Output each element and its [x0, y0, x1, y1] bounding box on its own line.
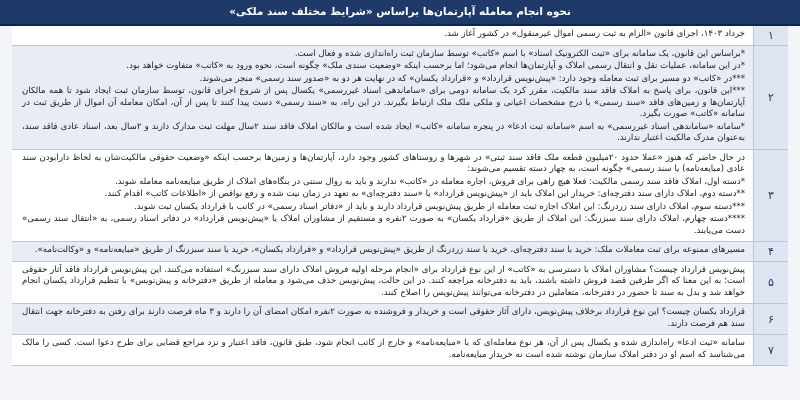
row-paragraph: پیش‌نویس قرارداد چیست؟ مشاوران املاک با دسترسی به «کاتب» از این نوع قرارداد برای «انجام مرحله اولیه فروش املاک دارای سند سبزرنگ» استفاده می‌کنند. این پیش‌نویس قرارداد فاقد آثار حقوقی است؛ به این معنا که اگر طرفین قصد فروش داشته باشند، باید به دفترخانه مراجعه کنند. در این حالت، پیش‌نویس حذف می‌شود و معامله از طریق «دفترخانه و پیش‌نویس» با تنظیم قرارداد یکسان انجام خواهد شد و بدل به سند تا حضور در دفترخانه، متعاملین در دفترخانه می‌توانند پیش‌نویس را اصلاح کنند. [22, 264, 745, 298]
row-number: ۵ [753, 262, 788, 304]
row-text [12, 262, 753, 304]
table-row [12, 335, 788, 366]
row-text [12, 304, 753, 334]
row-paragraph: سامانه «ثبت ادعا» راه‌اندازی شده و یکسال پس از آن، هر نوع معامله‌ای که با «مبایعه‌نامه» و خارج از کاتب انجام شود، طبق قانون، فاقد اعتبار و نزد مراجع قضایی برای طرح دعوا است. کسی را مالک می‌شناسد که اسم او در دفتر املاک سازمان نوشته شده است نه خریدار مبایعه‌نامه. [22, 338, 745, 360]
row-text [12, 242, 753, 261]
row-paragraph: ****دسته چهارم، املاک دارای سند سبزرنگ: این املاک از طریق «قرارداد یکسان» به صورت ۲نفره و مستقیم از مشاوران املاک یا «پیش‌نویس قرارداد» در دفاتر اسناد رسمی، به «انتقال سند رسمی» دست می‌یابند. [22, 214, 745, 236]
row-number: ۲ [753, 46, 788, 149]
row-text [12, 335, 753, 365]
row-paragraph: ***این قانون، برای پاسخ به املاک فاقد سند مالکیت، مقرر کرد یک سامانه دومی برای «ساماندهی اسناد غیررسمی» یکسال پس از شروع اجرای قانون، توسط سازمان ثبت ایجاد شود تا همه مالکان آپارتمان‌ها و زمین‌های فاقد «سند رسمی» با درج مشخصات اعیانی و ملکی ملک ملک ارتباط بگیرند. در این راه، به «سند رسمی» دست پیدا کنند تا پس از آن، امکان معامله آن اموال از طریق ثبت در سامانه «کاتب» صورت بگیرد. [22, 86, 745, 119]
row-number: ۷ [753, 335, 788, 365]
row-paragraph: *سامانه «ساماندهی اسناد غیررسمی» به اسم «سامانه ثبت ادعا» در پنجره سامانه «کاتب» ایجاد شده است و مالکان املاک فاقد سند ۲سال مهلت ثبت مدارک دارند و ۲سال بعد، اسناد عادی فاقد سند، به‌عنوان مدرک مالکیت اعتبار ندارند. [22, 121, 745, 143]
row-number: ۱ [753, 26, 788, 45]
row-paragraph: *براساس این قانون، یک سامانه برای «ثبت الکترونیک اسناد» با اسم «کاتب» توسط سازمان ثبت راه‌اندازی شده و فعال است. [294, 48, 745, 59]
table-row [12, 262, 788, 305]
row-paragraph: خرداد ۱۴۰۳، اجرای قانون «الزام به ثبت رسمی اموال غیرمنقول» در کشور آغاز شد. [444, 29, 745, 39]
row-paragraph: *دسته اول، املاک فاقد سند رسمی مالکیت: فعلا هیچ راهی برای فروش، اجاره معامله در «کاتب» ندارند و باید به روال سنتی در بنگاه‌های املاک از طریق مبایعه‌نامه معامله شوند. [115, 176, 745, 187]
row-number: ۴ [753, 242, 788, 261]
row-paragraph: مسیرهای ممنوعه برای ثبت معاملات ملک: خرید با سند دفترچه‌ای، خرید با سند زردرنگ از طریق «پیش‌نویس قرارداد» و «قرارداد یکسان»، خرید با سند سبزرنگ از طریق «مبایعه‌نامه» و «وکالت‌نامه». [34, 245, 745, 255]
row-text [12, 150, 753, 242]
rows-table [12, 26, 788, 366]
row-paragraph: ***دسته سوم، املاک دارای سند زردرنگ: این املاک اجازه ثبت معامله از طریق پیش‌نویس قرارداد دارند و باید از «دفاتر اسناد رسمی» در کاتب با قرارداد یکسان ثبت شوند. [134, 201, 745, 212]
table-row [12, 26, 788, 46]
table-row [12, 46, 788, 150]
table-row [12, 242, 788, 262]
row-paragraph: **دسته دوم، املاک دارای سند دفترچه‌ای: خریدار این املاک باید از «پیش‌نویس قرارداد» یا «سند دفترچه‌ای» به تعهد در زمان نیت شده و رفع نواقص از «اطلاعات کاتب» اقدام کنند. [104, 189, 745, 199]
row-number: ۶ [753, 304, 788, 334]
table-row [12, 150, 788, 243]
row-paragraph: در حال حاضر که هنوز «عملا حدود ۲۰میلیون قطعه ملک فاقد سند ثبتی» در شهرها و روستاهای کشور وجود دارد، آپارتمان‌ها و زمین‌ها برحسب اینکه «وضعیت حقوقی مالکیت‌شان به لحاظ دارابودن سند عادی (مبایعه‌نامه) یا سند رسمی» چگونه است، به چهار دسته تقسیم می‌شوند: [22, 152, 745, 174]
row-paragraph: *در این سامانه، عملیات نقل و انتقال رسمی املاک و آپارتمان‌ها انجام می‌شود؛ اما برحسب اینکه «وضعیت سندی ملک» چگونه است، نحوه ورود به «کاتب» متفاوت خواهد بود. [126, 61, 745, 71]
row-text [12, 46, 753, 149]
row-paragraph: ***در «کاتب» دو مسیر برای ثبت معامله وجود دارد: «پیش‌نویس قرارداد» و «قرارداد یکسان» که در نهایت هر دو به «صدور سند رسمی» منجر می‌شوند. [199, 73, 745, 84]
table-row [12, 304, 788, 335]
row-text [12, 26, 753, 45]
row-paragraph: قرارداد یکسان چیست؟ این نوع قرارداد برخلاف پیش‌نویس، دارای آثار حقوقی است و خریدار و فروشنده به صورت ۲نفره امکان امضای آن را دارند و ۳ ماه فرصت دارند برای رفتن به دفترخانه جهت انتقال سند هم فرصت دارند. [22, 307, 745, 329]
row-number: ۳ [753, 150, 788, 242]
page-title: نحوه انجام معامله آپارتمان‌ها براساس «شرایط مختلف سند ملکی» [0, 0, 800, 26]
